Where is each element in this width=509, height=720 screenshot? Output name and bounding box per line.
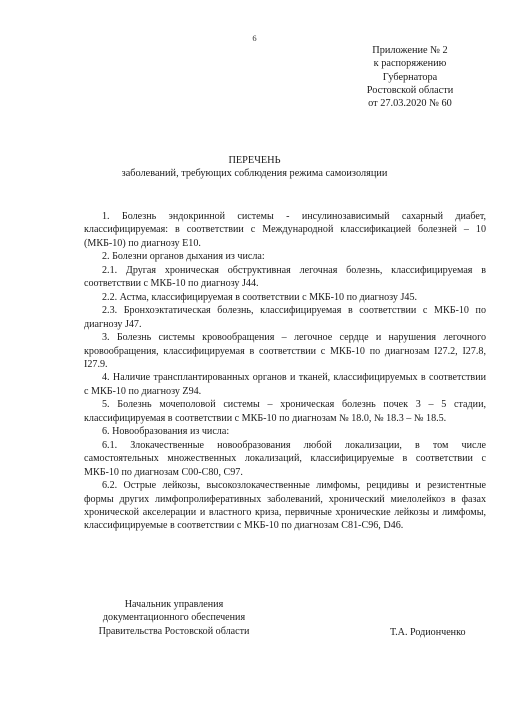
appendix-line: Ростовской области — [366, 84, 454, 96]
list-item: 5. Болезнь мочеполовой системы – хроническая болезнь почек 3 – 5 стадии, классифицируемая в соответствии с МКБ-10 по диагнозам № 18.0, № 18.3 – № 18.5. — [84, 399, 486, 424]
document-subtitle: заболеваний, требующих соблюдения режима самоизоляции — [121, 168, 388, 180]
list-item: 1. Болезнь эндокринной системы - инсулинозависимый сахарный диабет, классифицируемая: в соответствии с Международной классификацией болезней – 10 (МКБ-10) по диагнозу Е10. — [84, 211, 486, 249]
list-item: 2.3. Бронхоэктатическая болезнь, классифицируемая в соответствии с МКБ-10 по диагнозу J47. — [84, 305, 486, 330]
disease-list — [84, 210, 486, 533]
list-item: 2.2. Астма, классифицируемая в соответствии с МКБ-10 по диагнозу J45. — [102, 291, 418, 303]
position-line: документационного обеспечения — [102, 612, 246, 624]
signatory-name: Т.А. Родионченко — [390, 627, 466, 638]
appendix-line: от 27.03.2020 № 60 — [368, 98, 452, 110]
list-item: 4. Наличие трансплантированных органов и тканей, классифицируемых в соответствии с МКБ-10 по диагнозу Z94. — [84, 372, 486, 397]
list-item: 2. Болезни органов дыхания из числа: — [102, 251, 265, 263]
appendix-line: Приложение № 2 — [372, 45, 448, 56]
document-title: ПЕРЕЧЕНЬ — [228, 155, 281, 166]
list-item: 6.2. Острые лейкозы, высокозлокачественные лимфомы, рецидивы и резистентные формы других лимфопролиферативных заболеваний, хронический миелолейкоз в фазах хронической акселерации и властного криза, первичные хронические лейкозы и лимфомы, классифицируемые в соответствии с МКБ-10 по диагнозам С81-С96, D46. — [84, 480, 486, 532]
appendix-block — [340, 44, 480, 110]
position-line: Правительства Ростовской области — [98, 625, 250, 637]
document-heading — [0, 154, 509, 181]
list-item: 6. Новообразования из числа: — [102, 426, 230, 438]
list-item: 6.1. Злокачественные новообразования любой локализации, в том числе самостоятельных множественных локализаций, классифицируемые в соответствии с МКБ-10 по диагнозам С00-С80, С97. — [84, 439, 486, 478]
appendix-line: Губернатора — [382, 71, 438, 83]
appendix-line: к распоряжению — [373, 58, 447, 70]
signatory-position — [84, 598, 264, 638]
list-item: 3. Болезнь системы кровообращения – легочное сердце и нарушения легочного кровообращения, классифицируемая в соответствии с МКБ-10 по диагнозам I27.2, I27.8, I27.9. — [84, 332, 486, 370]
position-line: Начальник управления — [124, 599, 224, 610]
list-item: 2.1. Другая хроническая обструктивная легочная болезнь, классифицируемая в соответствии с МКБ-10 по диагнозу J44. — [84, 264, 486, 290]
page-number: 6 — [252, 33, 257, 43]
